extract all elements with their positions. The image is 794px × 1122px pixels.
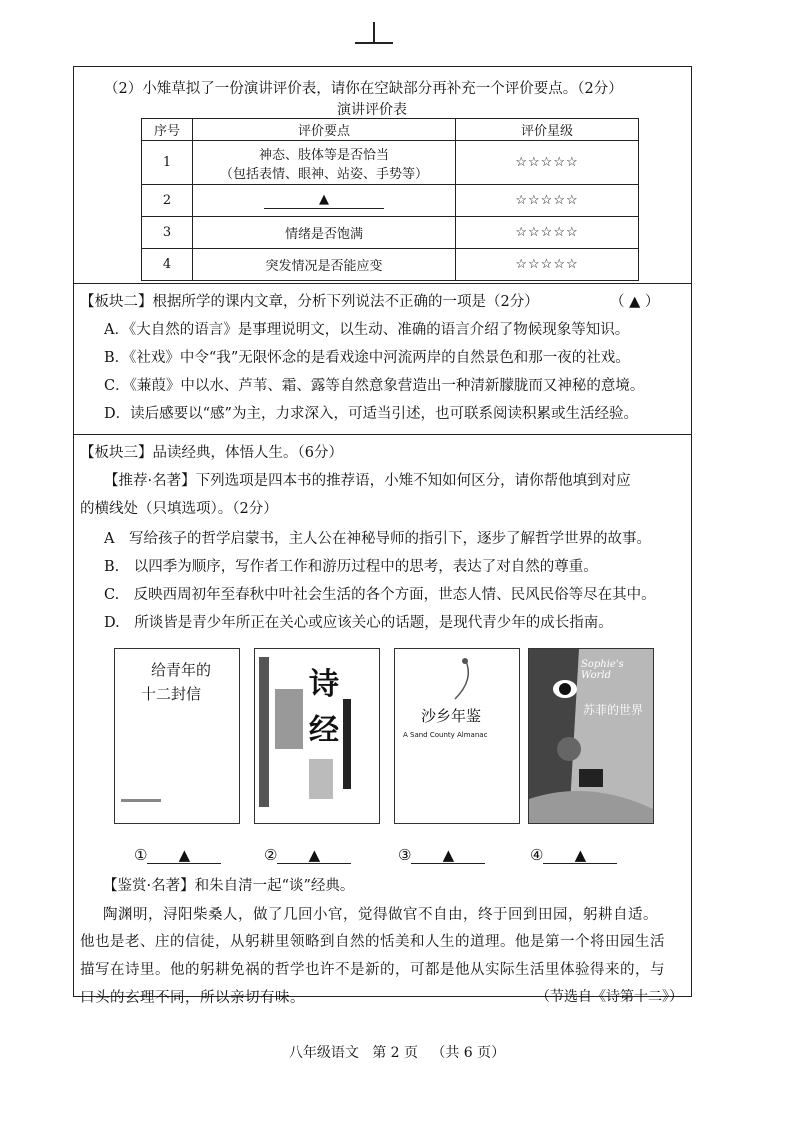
book-cover-sand-county [394,648,520,824]
row-no: 2 [142,185,193,217]
blank-1-label: ① [134,846,148,864]
row-no: 4 [142,249,193,281]
block3-title: 【板块三】品读经典，体悟人生。（6分） [80,445,343,461]
row-stars: ☆☆☆☆☆ [456,249,639,281]
recommend-line2: 的横线处（只填选项）。（2分） [80,501,278,517]
book3-branch-icon [395,649,519,709]
rec-option-d: D. 所谈皆是青少年所正在关心或应该关心的话题，是现代青少年的成长指南。 [104,615,613,631]
blank-1[interactable] [134,846,221,864]
page-footer [0,1042,794,1062]
book-cover-twelve-letters [114,648,240,824]
passage-line-2: 他也是老、庄的信徒，从躬耕里领略到自然的恬美和人生的道理。他是第一个将田园生活 [80,934,665,950]
book2-title-char2: 经 [309,713,339,748]
table-row [142,141,639,185]
table-title: 演讲评价表 [337,102,407,118]
book-cover-shijing [254,648,380,824]
blank-3-line[interactable]: ▲ [411,847,485,864]
footer-total: （共 6 页） [431,1045,506,1061]
blank-3[interactable] [398,846,485,864]
rec-option-a: A 写给孩子的哲学启蒙书，主人公在神秘导师的指引下，逐步了解哲学世界的故事。 [104,531,651,547]
blank-2-label: ② [264,846,278,864]
book2-illustration [275,689,303,749]
recommend-line1: 【推荐·名著】下列选项是四本书的推荐语，小雉不知如何区分，请你帮他填到对应 [104,473,631,489]
header-stars: 评价星级 [456,119,639,141]
book-cover-sophies-world [528,648,654,824]
q2-prompt: （2）小雉草拟了一份演讲评价表，请你在空缺部分再补充一个评价要点。（2分） [104,81,623,97]
book1-title-line1: 给青年的 [151,661,212,679]
option-b: B．《社戏》中令“我”无限怀念的是看戏途中河流两岸的自然景色和那一夜的社戏。 [104,350,630,366]
binding-mark-base [355,42,393,44]
appreciate-title: 【鉴赏·名著】和朱自清一起“谈”经典。 [103,878,355,894]
point-line-sub: （包括表情、眼神、站姿、手势等） [219,166,428,182]
table-header-row [142,119,639,141]
rec-option-c: C. 反映西周初年至春秋中叶社会生活的各个方面，世态人情、民风民俗等尽在其中。 [104,587,656,603]
blank-4[interactable] [530,846,617,864]
blank-2-line[interactable]: ▲ [277,847,351,864]
book2-figure [309,759,333,799]
book4-title-en: Sophie's World [581,659,624,681]
book4-title-cn: 苏菲的世界 [583,703,644,717]
block2-answer[interactable]: （ ▲ ） [610,294,660,310]
row-stars: ☆☆☆☆☆ [456,185,639,217]
row-no: 3 [142,217,193,249]
footer-page: 第 2 页 [372,1045,418,1061]
book2-title-char1: 诗 [309,667,339,702]
table-row [142,217,639,249]
table-row [142,185,639,217]
book3-subtitle: A Sand County Almanac [403,731,488,739]
answer-blank[interactable]: ▲ [264,192,384,209]
binding-mark [373,22,375,42]
footer-subject: 八年级语文 [288,1045,359,1061]
rec-option-b: B. 以四季为顺序，写作者工作和游历过程中的思考，表达了对自然的尊重。 [104,559,598,575]
option-c: C．《蒹葭》中以水、芦苇、霜、露等自然意象营造出一种清新朦胧而又神秘的意境。 [104,378,645,394]
row-point: 突发情况是否能应变 [193,249,456,281]
passage-line-1: 陶渊明，浔阳柴桑人，做了几回小官，觉得做官不自由，终于回到田园，躬耕自适。 [103,907,658,923]
block2-section [74,283,691,434]
block2-title: 【板块二】根据所学的课内文章，分析下列说法不正确的一项是（2分） [80,294,539,310]
book1-decor [121,799,161,802]
book-covers [110,648,690,824]
row-point-blank[interactable] [193,185,456,217]
book1-title-line2: 十二封信 [141,685,202,703]
q2-section [74,67,691,283]
blank-1-line[interactable]: ▲ [147,847,221,864]
passage-line-4: 口头的玄理不同，所以亲切有味。 [80,990,305,1006]
row-point [193,141,456,185]
header-point: 评价要点 [193,119,456,141]
blank-4-line[interactable]: ▲ [543,847,617,864]
book2-vertical-band [343,699,351,789]
option-a: A．《大自然的语言》是事理说明文，以生动、准确的语言介绍了物候现象等知识。 [104,322,630,338]
row-no: 1 [142,141,193,185]
row-stars: ☆☆☆☆☆ [456,141,639,185]
row-point: 情绪是否饱满 [193,217,456,249]
point-line: 神态、肢体等是否恰当 [258,147,389,163]
row-stars: ☆☆☆☆☆ [456,217,639,249]
blank-4-label: ④ [530,846,544,864]
header-no: 序号 [142,119,193,141]
book2-spine-band [259,657,269,807]
blank-2[interactable] [264,846,351,864]
blank-3-label: ③ [398,846,412,864]
passage-source: （节选自《诗第十二》） [536,989,683,1005]
option-d: D．读后感要以“感”为主，力求深入，可适当引述，也可联系阅读积累或生活经验。 [104,406,638,422]
passage-line-3: 描写在诗里。他的躬耕免祸的哲学也许不是新的，可都是他从实际生活里体验得来的，与 [80,962,665,978]
evaluation-table [141,118,639,281]
table-row [142,249,639,281]
book3-title: 沙乡年鉴 [421,707,482,725]
